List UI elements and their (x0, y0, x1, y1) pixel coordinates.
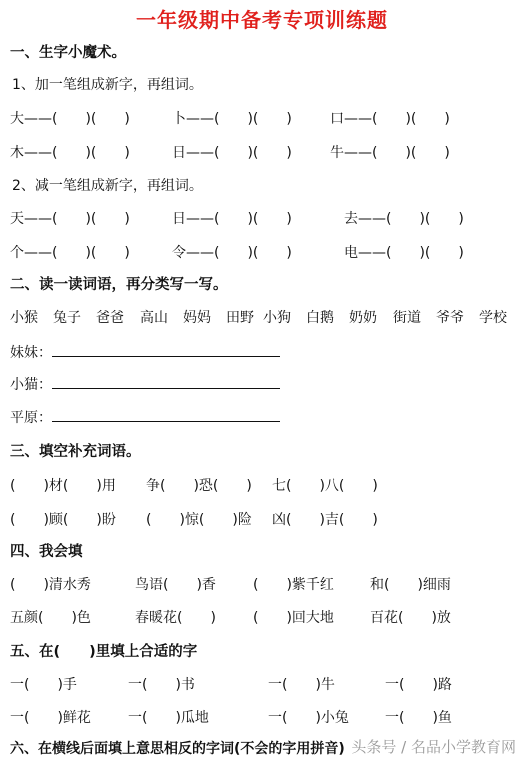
s5-row2-item3: 一( )小兔 (268, 710, 349, 726)
category-label: 平原： (10, 410, 52, 426)
category-label: 妹妹： (10, 345, 52, 361)
q2-row2-item1: 个——( )( ) (10, 245, 130, 261)
page-title: 一年级期中备考专项训练题 (136, 8, 388, 32)
s4-row2-item2: 春暖花( ) (135, 610, 216, 626)
watermark: 头条号 / 名品小学教育网 (351, 738, 516, 756)
s5-row1-item4: 一( )路 (385, 677, 452, 693)
category-row-1 (10, 342, 280, 362)
s3-row1-item1: ( )材( )用 (10, 478, 116, 494)
s5-row2-item2: 一( )瓜地 (128, 710, 209, 726)
word-item: 奶奶 (349, 310, 377, 326)
category-label: 小猫： (10, 377, 52, 393)
s3-row1-item3: 七( )八( ) (272, 478, 378, 494)
s5-row1-item2: 一( )书 (128, 677, 195, 693)
word-item: 爷爷 (436, 310, 464, 326)
q2-row1-item3: 去——( )( ) (344, 211, 464, 227)
q1-row2-item2: 日——( )( ) (172, 145, 292, 161)
s4-row1-item3: ( )紫千红 (253, 577, 334, 593)
section-1-q2: 2、减一笔组成新字，再组词。 (12, 178, 203, 194)
word-item: 高山 (140, 310, 168, 326)
word-item: 爸爸 (96, 310, 124, 326)
answer-line[interactable] (52, 375, 280, 389)
word-item: 小狗 (263, 310, 291, 326)
q2-row1-item1: 天——( )( ) (10, 211, 130, 227)
answer-line[interactable] (52, 343, 280, 357)
word-item: 学校 (479, 310, 507, 326)
word-item: 田野 (226, 310, 254, 326)
word-item: 街道 (393, 310, 421, 326)
word-item: 白鹅 (306, 310, 334, 326)
s5-row1-item1: 一( )手 (10, 677, 77, 693)
section-6-heading: 六、在横线后面填上意思相反的字词(不会的字用拼音) (10, 741, 345, 757)
s5-row2-item4: 一( )鱼 (385, 710, 452, 726)
s4-row1-item4: 和( )细雨 (370, 577, 451, 593)
section-5-heading: 五、在( )里填上合适的字 (10, 644, 198, 660)
q1-row1-item2: 卜——( )( ) (172, 111, 292, 127)
category-row-2 (10, 374, 280, 394)
s4-row2-item1: 五颜( )色 (10, 610, 91, 626)
q1-row2-item1: 木——( )( ) (10, 145, 130, 161)
section-3-heading: 三、填空补充词语。 (10, 444, 141, 460)
q1-row2-item3: 牛——( )( ) (330, 145, 450, 161)
s4-row1-item2: 鸟语( )香 (135, 577, 216, 593)
q1-row1-item1: 大——( )( ) (10, 111, 130, 127)
s4-row2-item3: ( )回大地 (253, 610, 334, 626)
word-item: 兔子 (53, 310, 81, 326)
category-row-3 (10, 407, 280, 427)
section-2-heading: 二、读一读词语，再分类写一写。 (10, 277, 228, 293)
s4-row1-item1: ( )清水秀 (10, 577, 91, 593)
s3-row2-item2: ( )惊( )险 (146, 512, 252, 528)
s4-row2-item4: 百花( )放 (370, 610, 451, 626)
s3-row2-item1: ( )顾( )盼 (10, 512, 116, 528)
q1-row1-item3: 口——( )( ) (330, 111, 450, 127)
word-item: 小猴 (10, 310, 38, 326)
s5-row2-item1: 一( )鲜花 (10, 710, 91, 726)
s3-row2-item3: 凶( )吉( ) (272, 512, 378, 528)
section-4-heading: 四、我会填 (10, 544, 83, 560)
q2-row2-item3: 电——( )( ) (344, 245, 464, 261)
s5-row1-item3: 一( )牛 (268, 677, 335, 693)
q2-row1-item2: 日——( )( ) (172, 211, 292, 227)
word-item: 妈妈 (183, 310, 211, 326)
section-1-q1: 1、加一笔组成新字，再组词。 (12, 77, 203, 93)
section-1-heading: 一、生字小魔术。 (10, 45, 126, 61)
answer-line[interactable] (52, 408, 280, 422)
s3-row1-item2: 争( )恐( ) (146, 478, 252, 494)
q2-row2-item2: 令——( )( ) (172, 245, 292, 261)
